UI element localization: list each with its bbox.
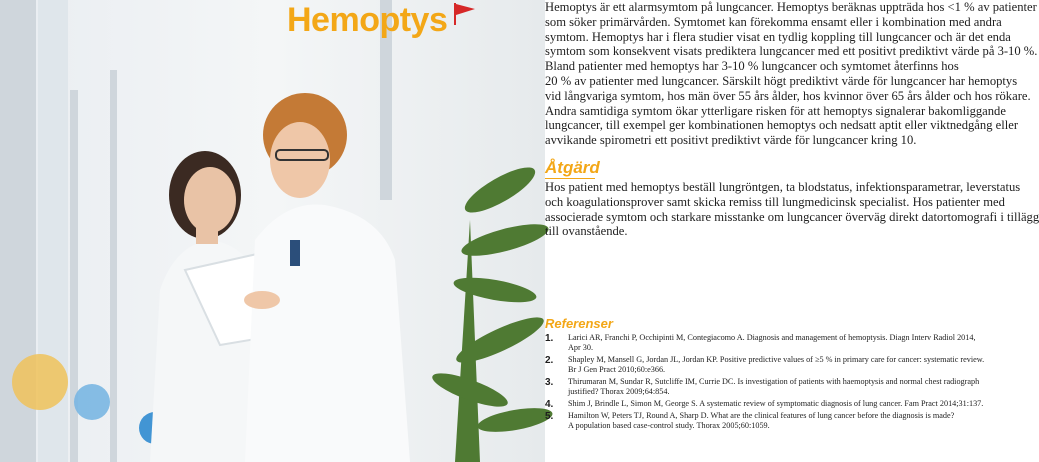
reference-number: 4.: [545, 399, 554, 410]
title-block: [287, 0, 477, 42]
references-list: [545, 333, 985, 433]
intro-line: symtom som konsekvent visats prediktera lungcancer med ett positivt prediktivt värde på 3-10 %.: [545, 44, 1038, 59]
reference-text: Thirumaran M, Sundar R, Sutcliffe IM, Currie DC. Is investigation of patients with haemoptysis and normal chest radiograph: [568, 377, 980, 386]
red-flag-icon: [451, 1, 477, 32]
intro-line: avvikande spirometri ett positivt prediktivt värde för lungcancer kring 10.: [545, 133, 917, 148]
reference-text: Apr 30.: [568, 343, 594, 352]
reference-item: [545, 411, 960, 431]
intro-line: Hemoptys är ett alarmsymtom på lungcancer. Hemoptys beräknas uppträda hos <1 % av patienter: [545, 0, 1037, 14]
text-column: [545, 0, 1039, 462]
reference-text: Larici AR, Franchi P, Occhipinti M, Contegiacomo A. Diagnosis and management of hemoptysis. Diagn Interv Radiol 2014,: [568, 333, 976, 342]
reference-number: 3.: [545, 377, 554, 388]
references-heading: Referenser: [545, 316, 613, 331]
reference-text: Br J Gen Pract 2010;60:e366.: [568, 365, 666, 374]
intro-line: symtom. Hemoptys har i flera studier visat en tydlig koppling till lungcancer och är det enda: [545, 29, 1011, 44]
reference-number: 5.: [545, 411, 554, 422]
intro-line: vid långvariga symtom, hos män över 55 års ålder, hos kvinnor över 65 års ålder och hos rökare.: [545, 88, 1031, 103]
action-heading: Åtgärd: [545, 158, 600, 177]
page-title: Hemoptys: [287, 0, 448, 39]
reference-number: 1.: [545, 333, 554, 344]
reference-text: justified? Thorax 2009;64:854.: [568, 387, 670, 396]
heading-underline: [545, 178, 595, 179]
reference-item: [545, 333, 976, 353]
reference-text: Shim J, Brindle L, Simon M, George S. A systematic review of symptomatic diagnosis of lung cancer. Fam Pract 2014;31:137.: [568, 399, 984, 408]
intro-paragraph: [545, 0, 1038, 148]
action-line: associerade symtom och starkare misstanke om lungcancer överväg direkt datortomografi i tillägg: [545, 209, 1039, 224]
reference-number: 2.: [545, 355, 554, 366]
intro-line: 20 % av patienter med lungcancer. Särskilt högt prediktivt värde för lungcancer har hemoptys: [545, 73, 1018, 88]
intro-line: som söker primärvården. Symtomet kan förekomma ensamt eller i kombination med andra: [545, 14, 1002, 29]
reference-text: Hamilton W, Peters TJ, Round A, Sharp D. What are the clinical features of lung cancer before the diagnosis is made?: [568, 411, 955, 420]
action-line: Hos patient med hemoptys beställ lungröntgen, ta blodstatus, infektionsparametrar, leverstatus: [545, 180, 1021, 194]
reference-item: [545, 355, 985, 375]
reference-text: Shapley M, Mansell G, Jordan JL, Jordan KP. Positive predictive values of ≥5 % in primary care for cancer: systematic review.: [568, 355, 985, 364]
intro-line: lungcancer, till exempel ger kombinationen hemoptys och nedsatt aptit eller viktnedgång eller: [545, 118, 1019, 133]
reference-text: A population based case-control study. Thorax 2005;60:1059.: [568, 421, 770, 430]
action-paragraph: [545, 180, 1039, 239]
intro-line: Andra samtidiga symtom ökar ytterligare risken för att hemoptys signalerar bakomliggande: [545, 103, 1006, 118]
reference-item: [545, 399, 984, 410]
action-line: till ovanstående.: [545, 224, 628, 239]
action-line: och koagulationsprover samt skicka remiss till lungmedicinsk specialist. Hos patienter med: [545, 194, 1005, 209]
reference-item: [545, 377, 980, 397]
intro-line: Bland patienter med hemoptys har 3-10 % lungcancer och symtomet återfinns hos: [545, 59, 959, 74]
